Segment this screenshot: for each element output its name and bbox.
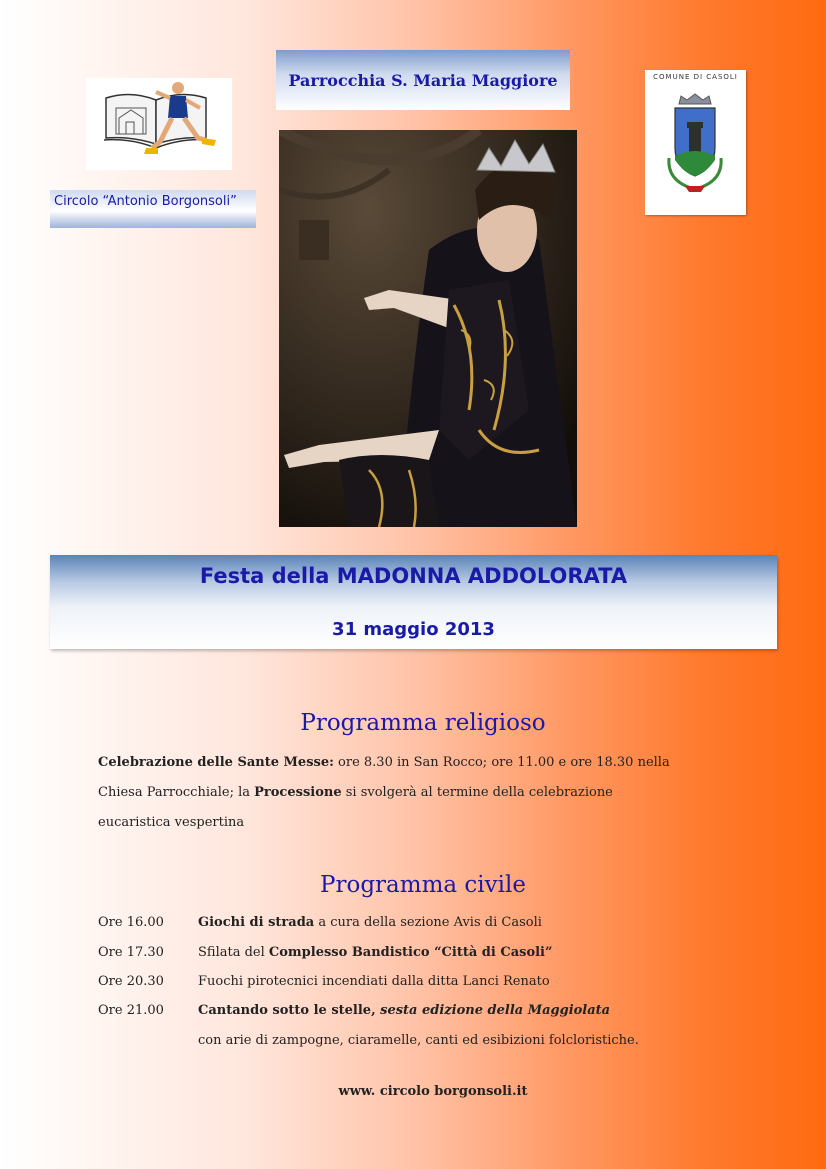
schedule-item (198, 915, 542, 930)
title-banner (50, 555, 777, 649)
event-date: 31 maggio 2013 (332, 619, 495, 640)
event-name: Giochi di strada (198, 915, 315, 930)
civil-program-title: Programma civile (320, 872, 526, 898)
schedule-time: Ore 20.30 (98, 974, 164, 989)
madonna-statue-icon (279, 130, 577, 527)
religious-line-3: eucaristica vespertina (98, 815, 245, 830)
schedule-item (198, 974, 550, 989)
religious-program-title: Programma religioso (300, 710, 546, 736)
schedule-time: Ore 21.00 (98, 1003, 164, 1018)
event-detail: Fuochi pirotecnici incendiati dalla ditta Lanci Renato (198, 974, 550, 989)
parish-name: Parrocchia S. Maria Maggiore (288, 70, 558, 90)
website-url: www. circolo borgonsoli.it (338, 1084, 528, 1099)
event-detail: Sfilata del (198, 945, 269, 960)
parish-box (276, 50, 570, 110)
religious-line-1 (98, 755, 670, 770)
church-text: Chiesa Parrocchiale; la (98, 785, 255, 800)
schedule-time: Ore 17.30 (98, 945, 164, 960)
schedule-continuation: con arie di zampogne, ciaramelle, canti ed esibizioni folcloristiche. (198, 1033, 639, 1048)
masses-times: ore 8.30 in San Rocco; ore 11.00 e ore 18.30 nella (333, 755, 670, 770)
event-detail: sesta edizione della Maggiolata (375, 1003, 611, 1018)
book-runner-icon (86, 78, 232, 170)
madonna-photo (279, 130, 577, 527)
circle-box (50, 190, 256, 228)
circolo-logo (86, 78, 232, 170)
event-detail: a cura della sezione Avis di Casoli (314, 915, 542, 930)
event-title: Festa della MADONNA ADDOLORATA (199, 564, 628, 588)
procession-label: Processione (254, 785, 342, 800)
religious-line-2 (98, 785, 613, 800)
procession-text: si svolgerà al termine della celebrazione (341, 785, 613, 800)
comune-coat-of-arms (645, 70, 746, 215)
event-name: Cantando sotto le stelle, (198, 1003, 376, 1018)
masses-label: Celebrazione delle Sante Messe: (98, 755, 334, 770)
schedule-item (198, 945, 552, 960)
coat-of-arms-icon (645, 70, 746, 215)
schedule-item (198, 1003, 610, 1018)
event-name: Complesso Bandistico “Città di Casoli” (268, 945, 553, 960)
schedule-time: Ore 16.00 (98, 915, 164, 930)
comune-label: COMUNE DI CASOLI (653, 73, 738, 81)
circle-name: Circolo “Antonio Borgonsoli” (54, 194, 237, 209)
